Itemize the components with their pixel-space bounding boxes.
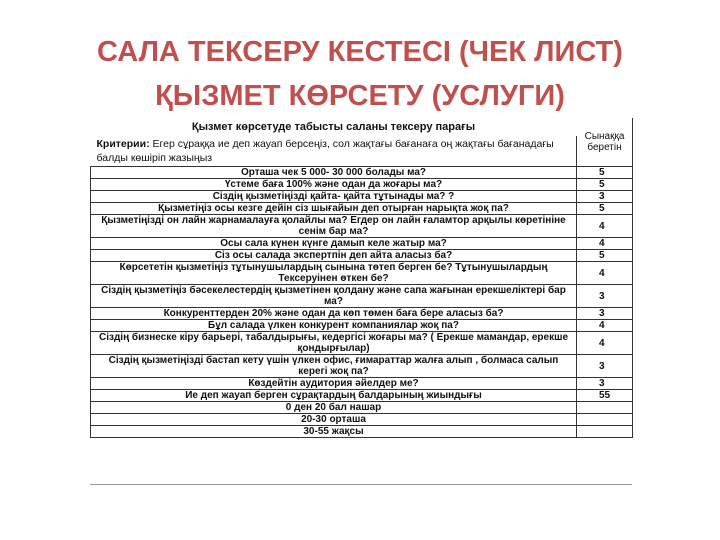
slide-title-line1: САЛА ТЕКСЕРУ КЕСТЕСІ (ЧЕК ЛИСТ) — [97, 36, 623, 68]
table-row — [91, 285, 633, 308]
table-row — [91, 262, 633, 285]
score-cell: 5 — [577, 167, 633, 179]
question-cell: Сіздің бизнеске кіру барьері, табалдырығы, кедергісі жоғары ма? ( Ерекше мамандар, ерекше қондырғылар) — [91, 332, 577, 355]
question-cell: Осы сала күнен күнге дамып келе жатыр ма? — [91, 238, 577, 250]
question-cell: Сіздің қызметіңізді қайта- қайта тұтынады ма? ? — [91, 191, 577, 203]
question-cell: Көрсететін қызметіңіз тұтынушылардың сынына төтеп берген бе? Тұтынушылардың Тексеруінен өткен бе? — [91, 262, 577, 285]
score-column-header: Сынаққа беретін — [577, 118, 633, 167]
table-row — [91, 167, 633, 179]
rating-row — [91, 402, 633, 414]
score-cell: 4 — [577, 215, 633, 238]
score-cell: 4 — [577, 262, 633, 285]
rating-empty-cell — [577, 414, 633, 426]
total-row — [91, 390, 633, 402]
question-cell: Орташа чек 5 000- 30 000 болады ма? — [91, 167, 577, 179]
question-cell: Қызметіңізді он лайн жарнамалауға қолайлы ма? Егдер он лайн ғаламтор арқылы көретініне сенім бар ма? — [91, 215, 577, 238]
score-cell: 3 — [577, 308, 633, 320]
score-cell: 4 — [577, 320, 633, 332]
rating-cell: 0 ден 20 бал нашар — [91, 402, 577, 414]
rating-empty-cell — [577, 402, 633, 414]
table-bottom-divider — [90, 484, 632, 485]
rating-empty-cell — [577, 426, 633, 438]
rating-cell: 20-30 орташа — [91, 414, 577, 426]
question-cell: Көздейтін аудитория әйелдер ме? — [91, 378, 577, 390]
table-row — [91, 308, 633, 320]
score-cell: 3 — [577, 285, 633, 308]
table-row — [91, 250, 633, 262]
checklist-table — [90, 118, 633, 438]
question-cell: Үстеме баға 100% және одан да жоғары ма? — [91, 179, 577, 191]
table-row — [91, 332, 633, 355]
total-score-cell: 55 — [577, 390, 633, 402]
question-cell: Конкуренттерден 20% және одан да көп төмен баға бере аласыз ба? — [91, 308, 577, 320]
score-cell: 4 — [577, 332, 633, 355]
question-cell: Қызметіңіз осы кезге дейін сіз шығайын деп отырған нарықта жоқ па? — [91, 203, 577, 215]
rating-row — [91, 426, 633, 438]
score-cell: 3 — [577, 378, 633, 390]
table-row — [91, 215, 633, 238]
table-row — [91, 203, 633, 215]
table-row — [91, 238, 633, 250]
score-cell: 4 — [577, 238, 633, 250]
question-cell: Сіз осы салада экспертпін деп айта аласыз ба? — [91, 250, 577, 262]
question-cell: Сіздің қызметіңіз бәсекелестердің қызметінен қолдану және сапа жағынан ерекшеліктері бар ма? — [91, 285, 577, 308]
question-cell: Сіздің қызметіңізді бастап кету үшін үлкен офис, ғимараттар жалға алып , болмаса салып керегі жоқ па? — [91, 355, 577, 378]
score-cell: 3 — [577, 191, 633, 203]
score-cell: 5 — [577, 179, 633, 191]
criteria-instruction — [91, 136, 577, 167]
table-row — [91, 191, 633, 203]
criteria-label: Критерии: — [96, 138, 150, 150]
total-label-cell: Ие деп жауап берген сұрақтардың балдарының жиындығы — [91, 390, 577, 402]
slide-title-line2: ҚЫЗМЕТ КӨРСЕТУ (УСЛУГИ) — [155, 80, 565, 112]
question-cell: Бұл салада үлкен конкурент компаниялар жоқ па? — [91, 320, 577, 332]
score-cell: 5 — [577, 203, 633, 215]
score-cell: 5 — [577, 250, 633, 262]
table-row — [91, 355, 633, 378]
rating-cell: 30-55 жақсы — [91, 426, 577, 438]
table-header-title: Қызмет көрсетуде табысты саланы тексеру парағы — [191, 120, 476, 133]
table-row — [91, 378, 633, 390]
checklist-table-container — [90, 118, 632, 438]
criteria-text: Егер сұраққа ие деп жауап берсеңіз, сол жақтағы бағанаға оң жақтағы бағанадағы балды көшіріп жазыңыз — [96, 138, 554, 164]
score-cell: 3 — [577, 355, 633, 378]
rating-row — [91, 414, 633, 426]
slide-title — [0, 30, 720, 118]
table-row — [91, 320, 633, 332]
table-row — [91, 179, 633, 191]
